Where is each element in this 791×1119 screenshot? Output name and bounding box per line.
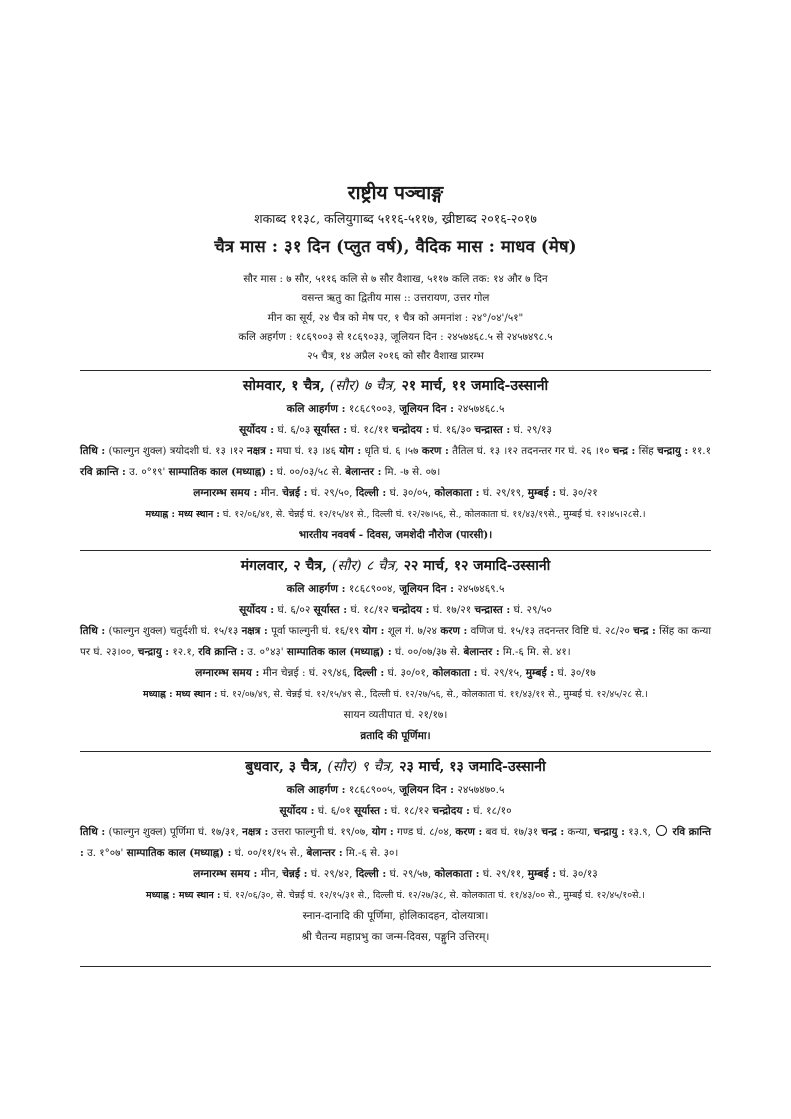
nakshatra-value: उत्तरा फाल्गुनी घं. १९/०७, [271,826,369,839]
ravi-kranti-label: रवि क्रान्ति : [80,466,126,479]
ravi-kranti-label: रवि क्रान्ति : [80,826,712,860]
delhi-value: घं. ३०/०१, [387,667,430,680]
sunset-value: घं. १८/११ [350,424,389,437]
yoga-value: गण्ड घं. ८/०४, [397,826,453,839]
month-heading: चैत्र मास : ३१ दिन (प्लुत वर्ष), वैदिक मास : माधव (मेष) [214,237,577,256]
day-heading [80,373,711,399]
chandrayu-label: चन्द्रायु : [657,445,689,458]
tithi-label: तिथि : [80,625,106,638]
chandrayu-label: चन्द्रायु : [593,826,625,839]
delhi-label: दिल्ली : [355,487,387,500]
festival-note: श्री चैतन्य महाप्रभु का जन्म-दिवस, पङ्गुनि उत्तिरम्। [301,931,490,944]
karana-label: करण : [440,625,468,638]
page-title: राष्ट्रीय पञ्चाङ्ग [347,182,444,204]
chennai-value: घं. २९/४२, [310,868,353,881]
kali-label: कलि आहर्गण : [286,403,346,416]
delhi-value: घं. २९/५७, [389,868,432,881]
moonset-value: घं. २९/५० [513,604,552,617]
moonrise-value: घं. १६/३० [432,424,472,437]
day-heading-saur: (सौर) ७ चैत्र, [329,378,397,395]
mumbai-label: मुम्बई : [525,667,555,680]
lagna-line [80,663,711,684]
ravi-kranti-value: उ. ०°४३' [247,646,284,659]
chennai-label: चेन्नई : [282,487,308,500]
day-heading-date: सोमवार, १ चैत्र, [242,378,325,395]
sampatik-label: साम्पातिक काल (मध्याह्न) : [168,466,274,479]
sunset-value: घं. १८/१२ [390,805,430,818]
julian-label: जूलियन दिन : [399,583,455,596]
chandra-label: चन्द्र : [633,625,656,638]
lagna-label: लग्नारम्भ समय : [193,487,258,500]
kali-label: कलि आहर्गण : [286,784,346,797]
mumbai-label: मुम्बई : [527,868,557,881]
julian-value: २४५७४७०.५ [457,784,505,797]
day-heading-greg: २२ मार्च, १२ जमादि-उस्सानी [403,558,551,575]
nakshatra-label: नक्षत्र : [247,445,274,458]
day-entry [80,373,711,546]
madhyahn-value: घं. १२/०६/३०, से. चेन्नई घं. १२/१५/३१ से., दिल्ली घं. १२/२७/३८, से. कोलकाता घं. ११/४३/०० से., मुम्बई घं. १२/४५/१०से.। [223,890,645,902]
belantar-label: बेलान्तर : [306,847,343,860]
chennai-label: चेन्नई : [282,868,308,881]
sun-moon-line [80,420,711,441]
sunrise-value: घं. ६/०२ [277,604,311,617]
mumbai-value: घं. ३०/१३ [559,868,598,881]
moonset-label: चन्द्रास्त : [474,424,511,437]
section-divider [80,370,711,371]
day-entry [80,754,711,948]
madhyahn-value: घं. १२/०७/४९, से. चेन्नई घं. १२/१५/४९ से., दिल्ली घं. १२/२७/५६, से., कोलकाता घं. ११/४३/११ से., मुम्बई घं. १२/४५/२८ से.। [220,689,648,701]
delhi-label: दिल्ली : [355,868,387,881]
sunset-label: सूर्यास्त : [313,424,348,437]
festival-note: स्नान-दानादि की पूर्णिमा, होलिकादहन, दोलयात्रा। [302,910,489,923]
lagna-sign: मीन. [260,487,279,500]
ahargan-line [80,579,711,600]
day-heading-date: मंगलवार, २ चैत्र, [240,558,327,575]
karana-label: करण : [421,445,449,458]
tithi-label: तिथि : [80,445,106,458]
panchang-page [80,178,711,967]
kolkata-label: कोलकाता : [432,667,478,680]
sun-moon-line [80,600,711,621]
chandra-label: चन्द्र : [541,826,565,839]
day-heading [80,754,711,780]
day-heading-date: बुधवार, ३ चैत्र, [245,759,323,776]
sunrise-label: सूर्योदय : [239,604,275,617]
sun-moon-line [80,801,711,822]
info-line: २५ चैत्र, १४ अप्रैल २०१६ को सौर वैशाख प्रारम्भ [307,350,484,363]
era-line: शकाब्द ११३८, कलियुगाब्द ५११६-५११७, ख्रीष्टाब्द २०१६-२०१७ [254,211,537,226]
belantar-value: मि.-६ मि. से. ४१। [502,646,571,659]
chandra-value: सिंह का कन्या पर घं. २३।००, [80,625,712,659]
chennai-value: घं. २९/५०, [310,487,353,500]
ahargan-line [80,399,711,420]
belantar-label: बेलान्तर : [463,646,500,659]
tithi-label: तिथि : [80,826,106,839]
belantar-label: बेलान्तर : [345,466,382,479]
day-heading-saur: (सौर) ८ चैत्र, [331,558,399,575]
madhyahn-label: मध्याह्न : मध्य स्थान : [146,890,221,902]
lagna-line [80,864,711,885]
moonrise-label: चन्द्रोदय : [392,424,430,437]
yoga-label: योग : [362,625,385,638]
chandrayu-label: चन्द्रायु : [137,646,170,659]
yoga-value: धृति घं. ६ ।५७ [364,445,419,458]
moonrise-label: चन्द्रोदय : [432,805,470,818]
mumbai-value: घं. ३०/१७ [557,667,596,680]
madhyahn-line [80,885,711,906]
kolkata-value: घं. २९/११, [482,868,525,881]
julian-value: २४५७४६८.५ [457,403,505,416]
yoga-value: शूल गं. ७/२४ [387,625,437,638]
karana-value: बव घं. १७/३१ [485,826,539,839]
day-heading-greg: २३ मार्च, १३ जमादि-उस्सानी [399,759,546,776]
info-line: कलि अहर्गण : १८६९००३ से १८६९०३३, जूलियन दिन : २४५७४६८.५ से २४५७४९८.५ [238,330,553,343]
festival-note: भारतीय नववर्ष - दिवस, जमशेदी नौरोज (पारसी)। [298,529,493,542]
moonrise-label: चन्द्रोदय : [392,604,430,617]
belantar-value: मि.-६ से. ३०। [345,847,399,860]
sunset-value: घं. १८/१२ [350,604,389,617]
tithi-value: (फाल्गुन शुक्ल) पूर्णिमा घं. १७/३१, [108,826,239,839]
sunrise-value: घं. ६/०१ [317,805,351,818]
section-divider [80,550,711,551]
sampatik-label: साम्पातिक काल (मध्याह्न) : [286,646,392,659]
section-divider [80,966,711,967]
kolkata-value: घं. २९/१५, [480,667,523,680]
julian-label: जूलियन दिन : [399,403,455,416]
belantar-value: मि. -७ से. ०७। [384,466,441,479]
lagna-line [80,483,711,504]
lagna-label: लग्नारम्भ समय : [195,667,260,680]
nakshatra-label: नक्षत्र : [242,826,269,839]
karana-label: करण : [455,826,483,839]
ahargan-line [80,780,711,801]
sunset-label: सूर्यास्त : [313,604,348,617]
chandrayu-value: १२.१, [172,646,195,659]
nakshatra-label: नक्षत्र : [241,625,268,638]
tithi-value: (फाल्गुन शुक्ल) चतुर्दशी घं. १५/१३ [108,625,239,638]
sampatik-value: घं. ००/०७/३७ से. [394,646,461,659]
sunrise-label: सूर्योदय : [279,805,315,818]
mumbai-label: मुम्बई : [527,487,557,500]
madhyahn-label: मध्याह्न : मध्य स्थान : [143,689,218,701]
madhyahn-line [80,504,711,525]
day-entry [80,553,711,747]
lagna-sign: मीन [262,667,278,680]
day-heading-greg: २१ मार्च, ११ जमादि-उस्सानी [401,378,549,395]
tithi-paragraph [80,441,711,483]
kali-value: १८६८९००४, [348,583,396,596]
kali-value: १८६८९००३, [348,403,396,416]
chennai-value: घं. २९/४६, [308,667,351,680]
julian-label: जूलियन दिन : [399,784,455,797]
moonset-label: चन्द्रास्त : [474,604,511,617]
moonset-value: घं. २९/१३ [513,424,552,437]
madhyahn-label: मध्याह्न : मध्य स्थान : [145,509,220,521]
delhi-label: दिल्ली : [353,667,385,680]
chandra-value: कन्या, [567,826,591,839]
ravi-kranti-value: उ. ०°१९' [129,466,166,479]
yoga-label: योग : [339,445,362,458]
mumbai-value: घं. ३०/२१ [559,487,598,500]
sunrise-label: सूर्योदय : [239,424,275,437]
tithi-value: (फाल्गुन शुक्ल) त्रयोदशी घं. १३ ।१२ [108,445,244,458]
festival-note: व्रतादि की पूर्णिमा। [360,730,431,743]
day-heading-saur: (सौर) ९ चैत्र, [327,759,395,776]
madhyahn-value: घं. १२/०६/४१, से. चेन्नई घं. १२/१५/४१ से., दिल्ली घं. १२/२७।५६, से., कोलकाता घं. ११/४३/१९से., मुम्बई घं. १२।४५।२८से.। [222,509,646,521]
karana-value: तैतिल घं. १३ ।१२ तदनन्तर गर घं. २६ ।१० [452,445,610,458]
astronomy-note: सायन व्यतीपात घं. २१/१७। [343,709,448,722]
kolkata-label: कोलकाता : [434,487,480,500]
chennai-label: चेन्नई : [280,667,306,680]
madhyahn-line [80,684,711,705]
month-info [80,270,711,366]
full-moon-icon [656,825,667,836]
tithi-paragraph [80,822,711,864]
ravi-kranti-value: उ. १°०७' [87,847,124,860]
chandrayu-value: ११.१ [691,445,711,458]
sampatik-value: घं. ००/११/१५ से., [234,847,304,860]
nakshatra-value: मघा घं. १३ ।४६ [276,445,336,458]
section-divider [80,751,711,752]
moonrise-value: घं. १७/२१ [432,604,472,617]
tithi-paragraph [80,621,711,663]
karana-value: वणिज घं. १५/१३ तदनन्तर विष्टि घं. २८/२० [470,625,630,638]
sampatik-label: साम्पातिक काल (मध्याह्न) : [126,847,232,860]
day-heading [80,553,711,579]
sunset-label: सूर्यास्त : [354,805,388,818]
kolkata-value: घं. २९/१९, [482,487,525,500]
chandra-label: चन्द्र : [612,445,636,458]
sunrise-value: घं. ६/०३ [277,424,311,437]
lagna-label: लग्नारम्भ समय : [193,868,258,881]
yoga-label: योग : [371,826,394,839]
info-line: मीन का सूर्य, २४ चैत्र को मेष पर, १ चैत्र को अमनांश : २४°/०४'/५१" [267,311,524,324]
info-line: सौर मास : ७ सौर, ५११६ कलि से ७ सौर वैशाख, ५११७ कलि तक: १४ और ७ दिन [243,273,548,285]
info-line: वसन्त ऋतु का द्वितीय मास :: उत्तरायण, उत्तर गोल [301,292,490,305]
kali-label: कलि आहर्गण : [286,583,346,596]
nakshatra-value: पूर्वा फाल्गुनी घं. १६/१९ [271,625,360,638]
moonrise-value: घं. १८/१० [473,805,512,818]
lagna-sign: मीन, [260,868,279,881]
delhi-value: घं. ३०/०५, [389,487,432,500]
sampatik-value: घं. ००/०३/५८ से. [276,466,342,479]
chandra-value: सिंह [638,445,654,458]
kali-value: १८६८९००५, [348,784,396,797]
kolkata-label: कोलकाता : [434,868,480,881]
ravi-kranti-label: रवि क्रान्ति : [198,646,245,659]
julian-value: २४५७४६९.५ [457,583,505,596]
chandrayu-value: १३.९, [628,826,651,839]
